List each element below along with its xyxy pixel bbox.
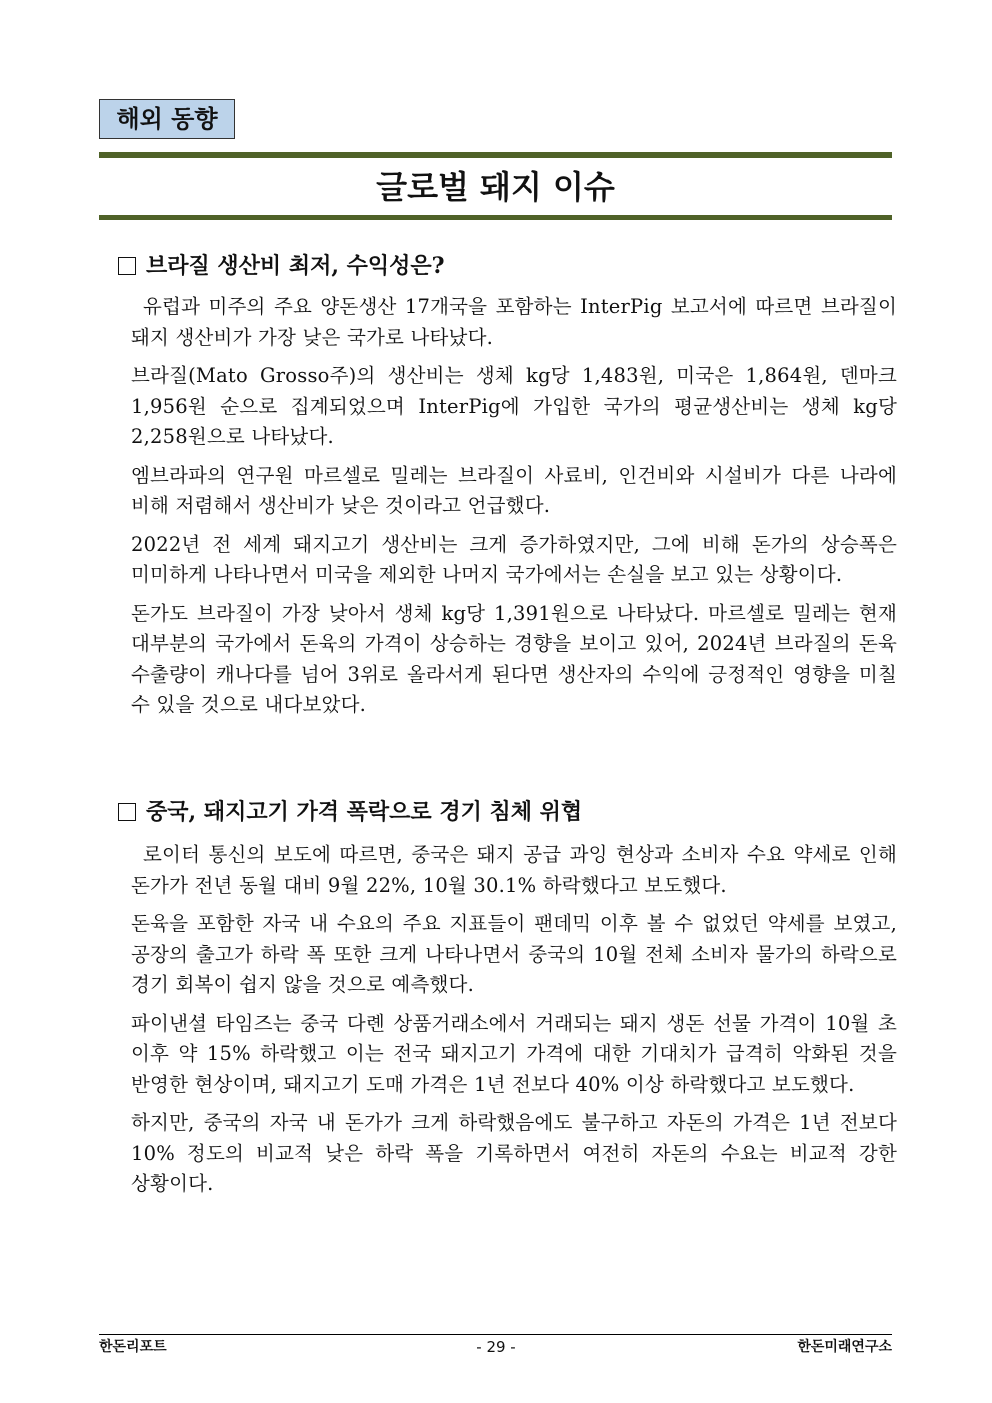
footer-publication: 한돈리포트	[99, 1339, 167, 1355]
footer-organization: 한돈미래연구소	[797, 1339, 892, 1355]
paragraph: 하지만, 중국의 자국 내 돈가가 크게 하락했음에도 불구하고 자돈의 가격은 1년 전보다 10% 정도의 비교적 낮은 하락 폭을 기록하면서 여전히 자돈의 수요는 비교적 강한 상황이다.	[131, 1111, 897, 1195]
title-rule-top	[99, 152, 892, 158]
paragraph: 파이낸셜 타임즈는 중국 다롄 상품거래소에서 거래되는 돼지 생돈 선물 가격이 10월 초 이후 약 15% 하락했고 이는 전국 돼지고기 가격에 대한 기대치가 급격히 악화된 것을 반영한 현상이며, 돼지고기 도매 가격은 1년 전보다 40% 이상 하락했다고 보도했다.	[131, 1011, 897, 1096]
section-china-body	[131, 840, 897, 1208]
section-heading-text: 브라질 생산비 최저, 수익성은?	[146, 253, 445, 279]
footer-rule	[99, 1334, 892, 1335]
checkbox-square-icon	[118, 257, 136, 275]
checkbox-square-icon	[118, 803, 136, 821]
paragraph: 로이터 통신의 보도에 따르면, 중국은 돼지 공급 과잉 현상과 소비자 수요 약세로 인해 돈가가 전년 동월 대비 9월 22%, 10월 30.1% 하락했다고 보도했다.	[131, 843, 897, 897]
category-tag: 해외 동향	[99, 99, 235, 139]
title-rule-bottom	[99, 215, 892, 220]
paragraph: 유럽과 미주의 주요 양돈생산 17개국을 포함하는 InterPig 보고서에 따르면 브라질이 돼지 생산비가 가장 낮은 국가로 나타났다.	[131, 295, 897, 349]
section-heading-china	[118, 796, 582, 828]
section-brazil-body	[131, 292, 897, 729]
section-heading-text: 중국, 돼지고기 가격 폭락으로 경기 침체 위협	[146, 799, 583, 825]
page-title: 글로벌 돼지 이슈	[376, 168, 615, 206]
paragraph: 돈육을 포함한 자국 내 수요의 주요 지표들이 팬데믹 이후 볼 수 없었던 약세를 보였고, 공장의 출고가 하락 폭 또한 크게 나타나면서 중국의 10월 전체 소비자 물가의 하락으로 경기 회복이 쉽지 않을 것으로 예측했다.	[131, 912, 897, 996]
page-number: - 29 -	[476, 1338, 516, 1356]
paragraph: 브라질(Mato Grosso주)의 생산비는 생체 kg당 1,483원, 미국은 1,864원, 덴마크 1,956원 순으로 집계되었으며 InterPig에 가입한 국가의 평균생산비는 생체 kg당 2,258원으로 나타났다.	[131, 364, 897, 448]
paragraph: 엠브라파의 연구원 마르셀로 밀레는 브라질이 사료비, 인건비와 시설비가 다른 나라에 비해 저렴해서 생산비가 낮은 것이라고 언급했다.	[131, 463, 897, 517]
section-heading-brazil	[118, 250, 445, 282]
paragraph: 2022년 전 세계 돼지고기 생산비는 크게 증가하였지만, 그에 비해 돈가의 상승폭은 미미하게 나타나면서 미국을 제외한 나머지 국가에서는 손실을 보고 있는 상황이다.	[131, 532, 897, 586]
paragraph: 돈가도 브라질이 가장 낮아서 생체 kg당 1,391원으로 나타났다. 마르셀로 밀레는 현재 대부분의 국가에서 돈육의 가격이 상승하는 경향을 보이고 있어, 2024년 브라질의 돈육 수출량이 캐나다를 넘어 3위로 올라서게 된다면 생산자의 수익에 긍정적인 영향을 미칠 수 있을 것으로 내다보았다.	[131, 601, 897, 716]
